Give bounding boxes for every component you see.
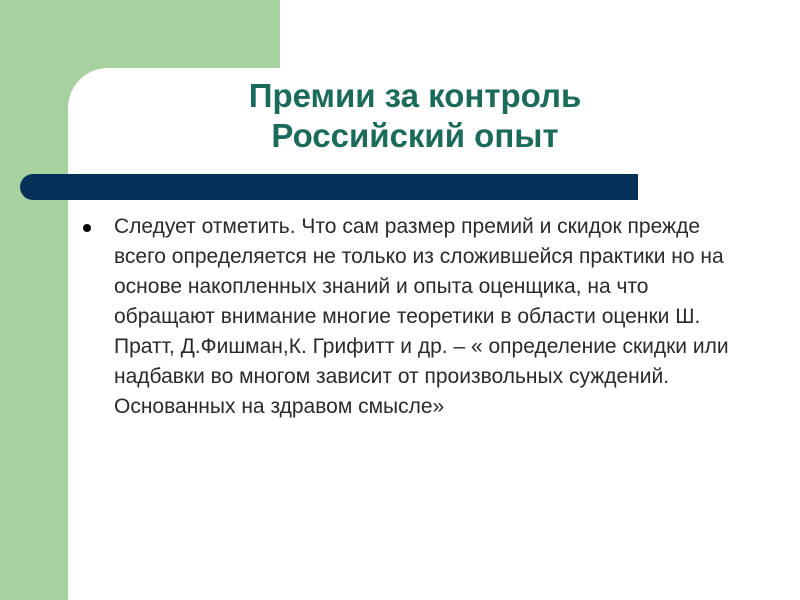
slide-title-line-2: Российский опыт	[271, 117, 559, 154]
slide-title	[150, 76, 680, 156]
bullet-text: Следует отметить. Что сам размер премий и скидок прежде всего определяется не только из сложившейся практики но на основе накопленных знаний и опыта оценщика, на что обращают внимание многие теоретики в области оценки Ш. Пратт, Д.Фишман,К. Грифитт и др. – « определение скидки или надбавки во многом зависит от произвольных суждений. Основанных на здравом смысле»	[114, 215, 729, 418]
bullet-dot-icon	[83, 224, 91, 232]
slide-title-line-1: Премии за контроль	[248, 77, 582, 114]
bullet-list	[80, 212, 740, 422]
title-divider-bar	[20, 174, 638, 200]
bullet-item	[80, 212, 740, 422]
